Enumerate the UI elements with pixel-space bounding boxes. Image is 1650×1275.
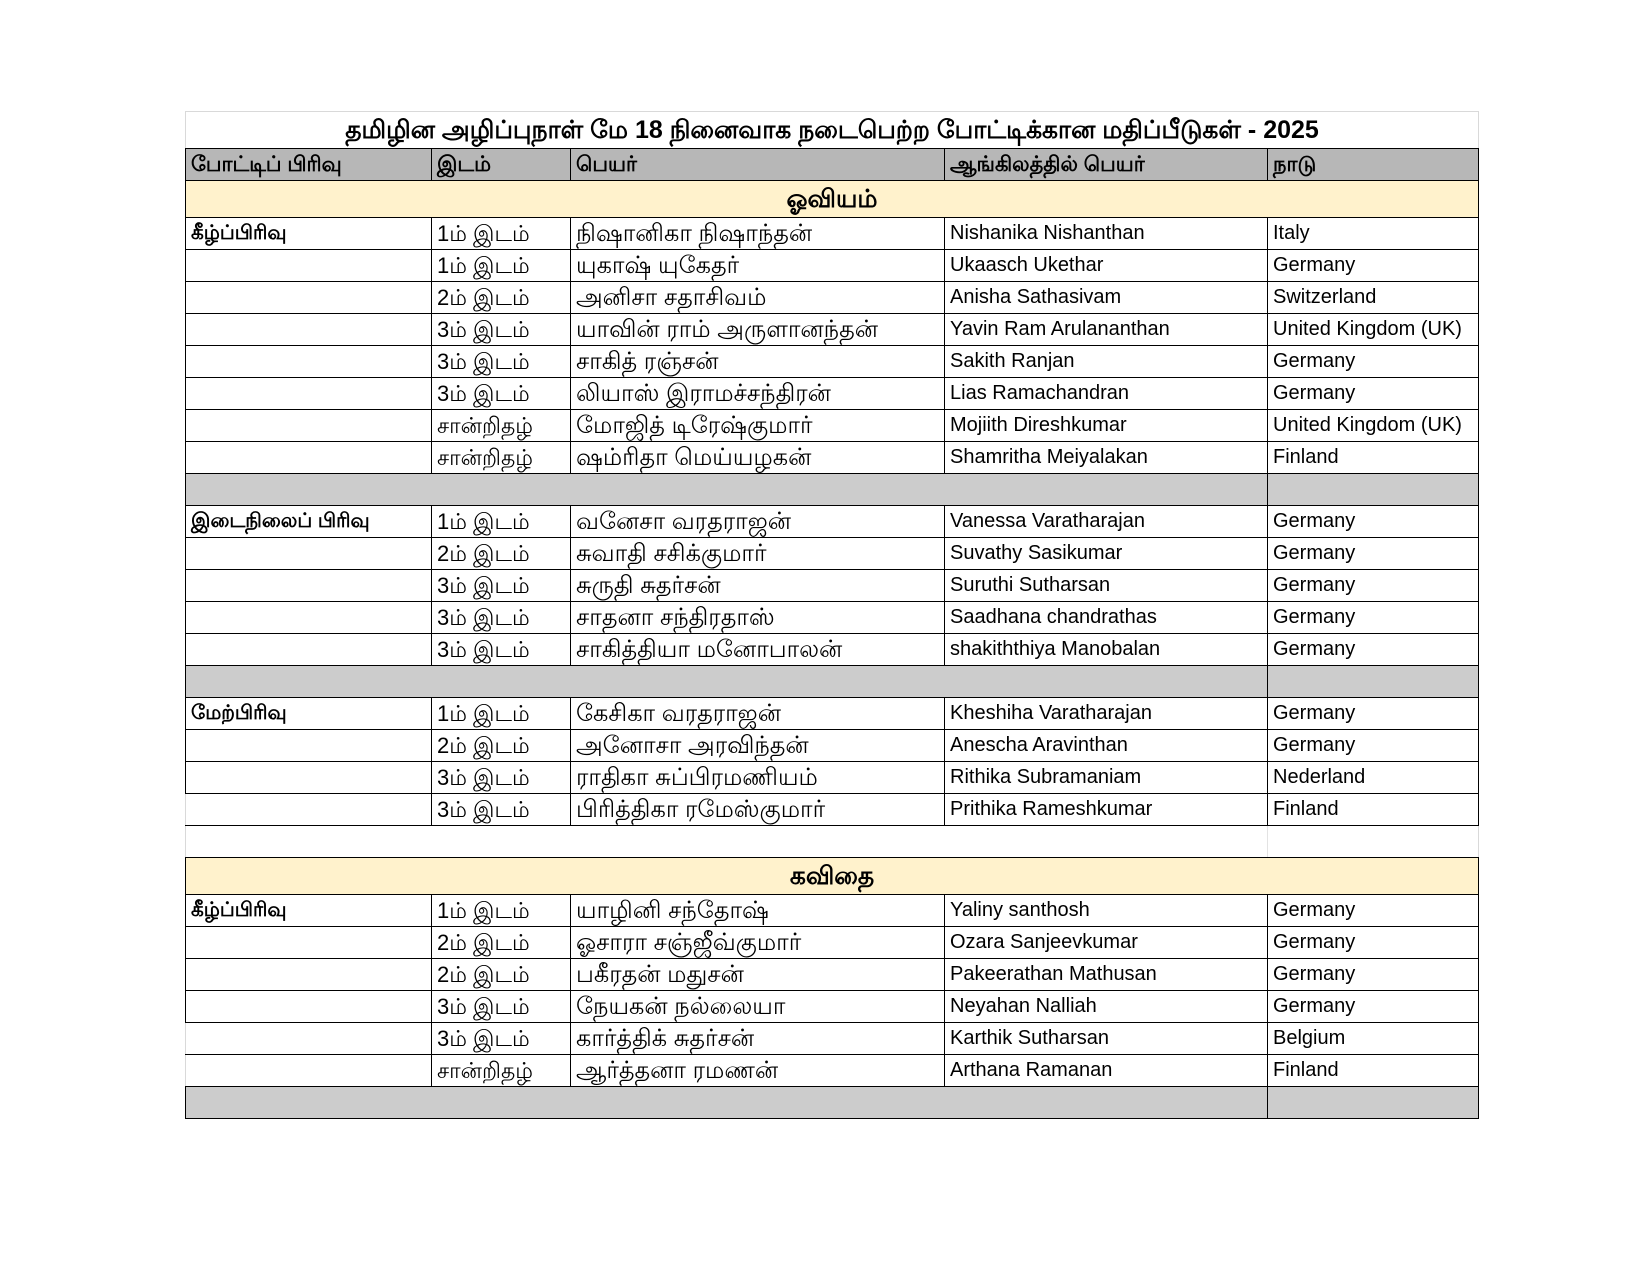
english-name-cell: Nishanika Nishanthan (945, 218, 1268, 250)
table-row (186, 698, 1479, 730)
section-heading-row (186, 858, 1479, 895)
country-cell: United Kingdom (UK) (1268, 314, 1479, 346)
title-row (186, 112, 1479, 149)
english-name-cell: shakiththiya Manobalan (945, 634, 1268, 666)
tamil-name-cell: பிரித்திகா ரமேஸ்குமார் (571, 794, 945, 826)
table-row (186, 991, 1479, 1023)
table-row (186, 730, 1479, 762)
category-cell-empty (186, 570, 432, 602)
english-name-cell: Saadhana chandrathas (945, 602, 1268, 634)
place-cell: 3ம் இடம் (432, 346, 571, 378)
category-cell-empty (186, 410, 432, 442)
country-cell: Nederland (1268, 762, 1479, 794)
category-cell-empty (186, 794, 432, 826)
category-cell-empty (186, 959, 432, 991)
spacer-cell (1268, 474, 1479, 506)
country-cell: Germany (1268, 991, 1479, 1023)
spacer-cell (186, 826, 1268, 858)
table-row (186, 762, 1479, 794)
table-row (186, 895, 1479, 927)
spacer-cell (186, 666, 1268, 698)
spacer-cell (1268, 1087, 1479, 1119)
tamil-name-cell: மோஜித் டிரேஷ்குமார் (571, 410, 945, 442)
place-cell: 3ம் இடம் (432, 602, 571, 634)
place-cell: 2ம் இடம் (432, 730, 571, 762)
category-cell-empty (186, 442, 432, 474)
table-row (186, 250, 1479, 282)
country-cell: Italy (1268, 218, 1479, 250)
country-cell: Germany (1268, 250, 1479, 282)
english-name-cell: Anescha Aravinthan (945, 730, 1268, 762)
category-cell-empty (186, 634, 432, 666)
country-cell: Germany (1268, 346, 1479, 378)
place-cell: 3ம் இடம் (432, 1023, 571, 1055)
tamil-name-cell: கேசிகா வரதராஜன் (571, 698, 945, 730)
tamil-name-cell: யாழினி சந்தோஷ் (571, 895, 945, 927)
country-cell: Germany (1268, 698, 1479, 730)
country-cell: Germany (1268, 570, 1479, 602)
english-name-cell: Ozara Sanjeevkumar (945, 927, 1268, 959)
country-cell: Germany (1268, 730, 1479, 762)
english-name-cell: Shamritha Meiyalakan (945, 442, 1268, 474)
tamil-name-cell: சாகித் ரஞ்சன் (571, 346, 945, 378)
header-place: இடம் (432, 149, 571, 181)
category-cell-empty (186, 1023, 432, 1055)
tamil-name-cell: பகீரதன் மதுசன் (571, 959, 945, 991)
tamil-name-cell: யாவின் ராம் அருளானந்தன் (571, 314, 945, 346)
table-row (186, 570, 1479, 602)
table-row (186, 442, 1479, 474)
table-row (186, 506, 1479, 538)
tamil-name-cell: சுருதி சுதர்சன் (571, 570, 945, 602)
category-cell-empty (186, 378, 432, 410)
english-name-cell: Arthana Ramanan (945, 1055, 1268, 1087)
category-cell: கீழ்ப்பிரிவு (186, 218, 432, 250)
header-country: நாடு (1268, 149, 1479, 181)
country-cell: Germany (1268, 538, 1479, 570)
place-cell: 3ம் இடம் (432, 378, 571, 410)
country-cell: Germany (1268, 506, 1479, 538)
table-row (186, 794, 1479, 826)
section-heading-row (186, 181, 1479, 218)
english-name-cell: Yaliny santhosh (945, 895, 1268, 927)
header-row (186, 149, 1479, 181)
tamil-name-cell: கார்த்திக் சுதர்சன் (571, 1023, 945, 1055)
english-name-cell: Vanessa Varatharajan (945, 506, 1268, 538)
category-cell-empty (186, 314, 432, 346)
place-cell: சான்றிதழ் (432, 442, 571, 474)
place-cell: 2ம் இடம் (432, 927, 571, 959)
category-cell: மேற்பிரிவு (186, 698, 432, 730)
tamil-name-cell: லியாஸ் இராமச்சந்திரன் (571, 378, 945, 410)
table-row (186, 218, 1479, 250)
category-cell-empty (186, 346, 432, 378)
english-name-cell: Karthik Sutharsan (945, 1023, 1268, 1055)
tamil-name-cell: ராதிகா சுப்பிரமணியம் (571, 762, 945, 794)
category-cell: இடைநிலைப் பிரிவு (186, 506, 432, 538)
country-cell: Germany (1268, 378, 1479, 410)
tamil-name-cell: நேயகன் நல்லையா (571, 991, 945, 1023)
country-cell: Germany (1268, 959, 1479, 991)
header-english-name: ஆங்கிலத்தில் பெயர் (945, 149, 1268, 181)
country-cell: Germany (1268, 602, 1479, 634)
tamil-name-cell: வனேசா வரதராஜன் (571, 506, 945, 538)
country-cell: United Kingdom (UK) (1268, 410, 1479, 442)
header-category: போட்டிப் பிரிவு (186, 149, 432, 181)
tamil-name-cell: சுவாதி சசிக்குமார் (571, 538, 945, 570)
table-row (186, 314, 1479, 346)
place-cell: 3ம் இடம் (432, 794, 571, 826)
spacer-cell (1268, 826, 1479, 858)
english-name-cell: Anisha Sathasivam (945, 282, 1268, 314)
english-name-cell: Prithika Rameshkumar (945, 794, 1268, 826)
place-cell: 2ம் இடம் (432, 959, 571, 991)
place-cell: 1ம் இடம் (432, 506, 571, 538)
english-name-cell: Ukaasch Ukethar (945, 250, 1268, 282)
spacer-cell (186, 474, 1268, 506)
tamil-name-cell: சாதனா சந்திரதாஸ் (571, 602, 945, 634)
place-cell: 1ம் இடம் (432, 698, 571, 730)
tamil-name-cell: நிஷானிகா நிஷாந்தன் (571, 218, 945, 250)
place-cell: 3ம் இடம் (432, 762, 571, 794)
english-name-cell: Suruthi Sutharsan (945, 570, 1268, 602)
spacer-cell (186, 1087, 1268, 1119)
table-row (186, 959, 1479, 991)
table-row (186, 927, 1479, 959)
place-cell: 1ம் இடம் (432, 250, 571, 282)
category-cell-empty (186, 1055, 432, 1087)
english-name-cell: Sakith Ranjan (945, 346, 1268, 378)
category-cell: கீழ்ப்பிரிவு (186, 895, 432, 927)
english-name-cell: Mojiith Direshkumar (945, 410, 1268, 442)
category-cell-empty (186, 991, 432, 1023)
category-cell-empty (186, 538, 432, 570)
place-cell: சான்றிதழ் (432, 410, 571, 442)
results-table (185, 111, 1479, 1119)
category-cell-empty (186, 927, 432, 959)
table-row (186, 1023, 1479, 1055)
spacer-row (186, 826, 1479, 858)
country-cell: Finland (1268, 1055, 1479, 1087)
category-cell-empty (186, 282, 432, 314)
country-cell: Switzerland (1268, 282, 1479, 314)
table-row (186, 1055, 1479, 1087)
english-name-cell: Yavin Ram Arulananthan (945, 314, 1268, 346)
english-name-cell: Neyahan Nalliah (945, 991, 1268, 1023)
place-cell: 1ம் இடம் (432, 895, 571, 927)
table-row (186, 538, 1479, 570)
spacer-row (186, 666, 1479, 698)
place-cell: 2ம் இடம் (432, 282, 571, 314)
english-name-cell: Kheshiha Varatharajan (945, 698, 1268, 730)
english-name-cell: Rithika Subramaniam (945, 762, 1268, 794)
country-cell: Finland (1268, 794, 1479, 826)
place-cell: சான்றிதழ் (432, 1055, 571, 1087)
category-cell-empty (186, 762, 432, 794)
country-cell: Germany (1268, 895, 1479, 927)
place-cell: 3ம் இடம் (432, 314, 571, 346)
tamil-name-cell: சாகித்தியா மனோபாலன் (571, 634, 945, 666)
tamil-name-cell: அனோசா அரவிந்தன் (571, 730, 945, 762)
country-cell: Germany (1268, 927, 1479, 959)
table-row (186, 282, 1479, 314)
english-name-cell: Lias Ramachandran (945, 378, 1268, 410)
page-title: தமிழின அழிப்புநாள் மே 18 நினைவாக நடைபெற்ற போட்டிக்கான மதிப்பீடுகள் - 2025 (186, 112, 1479, 149)
tamil-name-cell: ஆர்த்தனா ரமணன் (571, 1055, 945, 1087)
place-cell: 3ம் இடம் (432, 991, 571, 1023)
category-cell-empty (186, 250, 432, 282)
table-row (186, 378, 1479, 410)
tamil-name-cell: ஓசாரா சஞ்ஜீவ்குமார் (571, 927, 945, 959)
category-cell-empty (186, 730, 432, 762)
section-title: கவிதை (186, 858, 1479, 895)
english-name-cell: Pakeerathan Mathusan (945, 959, 1268, 991)
place-cell: 3ம் இடம் (432, 634, 571, 666)
country-cell: Finland (1268, 442, 1479, 474)
table-row (186, 410, 1479, 442)
place-cell: 1ம் இடம் (432, 218, 571, 250)
table-row (186, 634, 1479, 666)
place-cell: 3ம் இடம் (432, 570, 571, 602)
section-title: ஓவியம் (186, 181, 1479, 218)
english-name-cell: Suvathy Sasikumar (945, 538, 1268, 570)
country-cell: Germany (1268, 634, 1479, 666)
table-row (186, 346, 1479, 378)
spacer-cell (1268, 666, 1479, 698)
header-name: பெயர் (571, 149, 945, 181)
tamil-name-cell: யுகாஷ் யுகேதர் (571, 250, 945, 282)
spacer-row (186, 1087, 1479, 1119)
tamil-name-cell: ஷம்ரிதா மெய்யழகன் (571, 442, 945, 474)
category-cell-empty (186, 602, 432, 634)
country-cell: Belgium (1268, 1023, 1479, 1055)
place-cell: 2ம் இடம் (432, 538, 571, 570)
tamil-name-cell: அனிசா சதாசிவம் (571, 282, 945, 314)
spacer-row (186, 474, 1479, 506)
table-row (186, 602, 1479, 634)
